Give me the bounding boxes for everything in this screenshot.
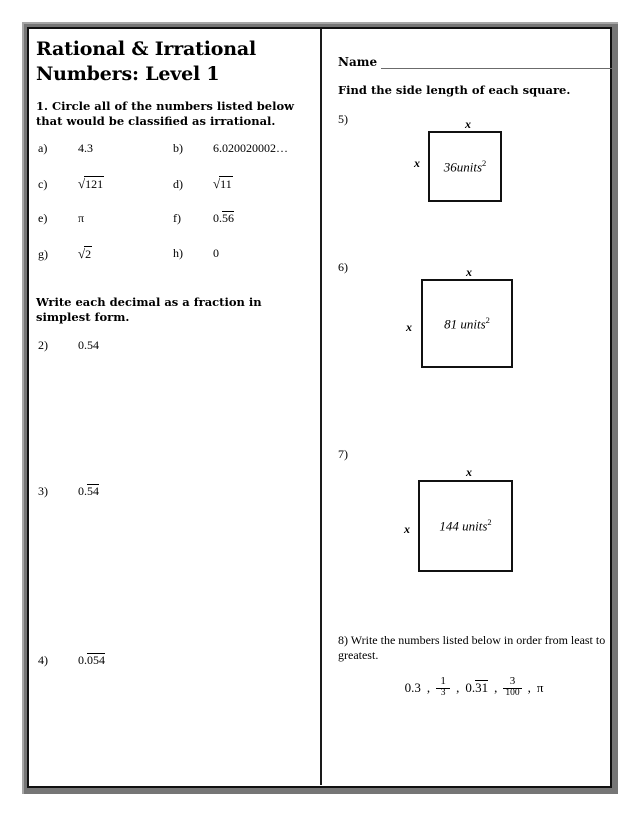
problem-5-area-unit: units [456, 159, 483, 175]
problem-8-number-list [336, 677, 612, 700]
choice-a-label: a) [38, 141, 48, 155]
problem-6-area-exponent: 2 [485, 314, 490, 325]
q8-separator: , [494, 680, 498, 696]
problem-7-square [418, 480, 513, 572]
problem-8-prompt: 8) Write the numbers listed below in order from least to greatest. [338, 633, 606, 662]
choice-a[interactable] [38, 141, 173, 156]
q8-item-3-numerator: 3 [509, 675, 516, 687]
choice-a-value: 4.3 [78, 141, 93, 155]
q8-item-2-repeating-digits: 31 [475, 680, 489, 696]
problem-6-number: 6) [338, 260, 348, 274]
page-title: Rational & Irrational Numbers: Level 1 [36, 38, 256, 85]
choice-h[interactable] [173, 246, 308, 261]
question-1-choices [38, 141, 310, 281]
problem-3-prefix: 0. [78, 484, 87, 498]
choice-b[interactable] [173, 141, 308, 156]
problem-5-top-label: x [465, 117, 471, 131]
problem-5-square [428, 131, 502, 202]
radical-icon: √ [78, 246, 86, 261]
problem-5-area-number: 36 [443, 159, 457, 175]
choice-e-label: e) [38, 211, 48, 225]
choice-d[interactable] [173, 176, 308, 192]
q8-item-4: π [536, 680, 544, 696]
choice-row [38, 246, 310, 281]
choice-f[interactable] [173, 211, 308, 226]
problem-2-number: 2) [38, 338, 48, 352]
q8-item-3 [502, 676, 522, 699]
choice-h-label: h) [173, 246, 183, 260]
name-label: Name [338, 55, 378, 69]
choice-b-value: 6.020020002… [213, 141, 288, 155]
problem-4[interactable] [38, 653, 316, 668]
q8-separator: , [527, 680, 531, 696]
problem-2-value: 0.54 [78, 338, 99, 352]
choice-g-label: g) [38, 247, 48, 261]
q8-separator: , [426, 680, 431, 696]
name-field[interactable] [338, 55, 612, 69]
problem-7 [336, 447, 612, 633]
q8-item-3-denominator: 100 [505, 687, 520, 698]
choice-c-value [78, 176, 104, 192]
radical-icon: √ [213, 176, 221, 191]
problem-7-area [439, 517, 491, 534]
problem-6-side-label: x [406, 320, 412, 334]
problem-4-prefix: 0. [78, 653, 87, 667]
problem-3-value [78, 484, 99, 499]
problem-5-area [444, 158, 487, 175]
problem-7-top-label: x [466, 465, 472, 479]
question-1-prompt: 1. Circle all of the numbers listed below that would be classified as irrational. [36, 99, 295, 128]
choice-g[interactable] [38, 246, 173, 262]
q8-item-1-denominator: 3 [440, 687, 446, 698]
choice-d-value [213, 176, 233, 192]
choice-b-label: b) [173, 141, 183, 155]
right-column [336, 33, 612, 781]
choice-d-label: d) [173, 177, 183, 191]
problem-3-number: 3) [38, 484, 48, 498]
choice-c[interactable] [38, 176, 173, 192]
q8-item-2-prefix: 0. [465, 680, 476, 696]
problem-4-number: 4) [38, 653, 48, 667]
decimal-conversion-prompt: Write each decimal as a fraction in simplest form. [36, 295, 262, 324]
choice-row [38, 141, 310, 176]
choice-f-value [213, 211, 234, 226]
problem-3-repeating-digits: 54 [87, 484, 99, 498]
problem-7-area-number: 144 [439, 518, 459, 534]
choice-row [38, 176, 310, 211]
choice-e-value: π [78, 211, 85, 225]
choice-c-label: c) [38, 177, 48, 191]
problem-6 [336, 260, 612, 458]
q8-item-2 [464, 680, 489, 696]
problem-7-area-unit: units [462, 518, 488, 534]
choice-f-label: f) [173, 211, 181, 225]
q8-item-1-numerator: 1 [440, 675, 446, 687]
problem-7-side-label: x [404, 522, 410, 536]
choice-h-value: 0 [213, 246, 219, 260]
q8-separator: , [456, 680, 460, 696]
choice-e[interactable] [38, 211, 173, 226]
problem-5-area-exponent: 2 [482, 157, 487, 168]
choice-c-radicand: 121 [85, 177, 104, 191]
name-input-rule[interactable] [381, 56, 612, 69]
choice-g-radicand: 2 [85, 247, 92, 261]
problem-6-square [421, 279, 513, 368]
problem-4-value [78, 653, 105, 668]
problem-5-number: 5) [338, 112, 348, 126]
problem-8 [336, 633, 612, 700]
problem-6-area [444, 315, 490, 332]
problem-6-area-number: 81 [444, 316, 458, 332]
choice-f-prefix: 0. [213, 211, 222, 225]
column-divider [320, 29, 322, 785]
choice-g-value [78, 246, 92, 262]
problem-3[interactable] [38, 484, 316, 499]
q8-item-1 [435, 676, 451, 699]
problem-4-repeating-digits: 054 [87, 653, 105, 667]
left-column [34, 33, 316, 781]
problem-7-area-exponent: 2 [487, 517, 492, 528]
q8-item-0: 0.3 [404, 680, 421, 696]
problem-5-side-label: x [414, 156, 420, 170]
squares-prompt: Find the side length of each square. [338, 83, 571, 97]
problem-2[interactable] [38, 338, 316, 353]
problem-6-top-label: x [466, 265, 472, 279]
choice-row [38, 211, 310, 246]
problem-6-area-unit: units [460, 316, 486, 332]
choice-f-repeating-digits: 56 [222, 211, 234, 225]
problem-5 [336, 98, 612, 268]
choice-d-radicand: 11 [220, 177, 232, 191]
radical-icon: √ [78, 176, 86, 191]
problem-7-number: 7) [338, 447, 348, 461]
